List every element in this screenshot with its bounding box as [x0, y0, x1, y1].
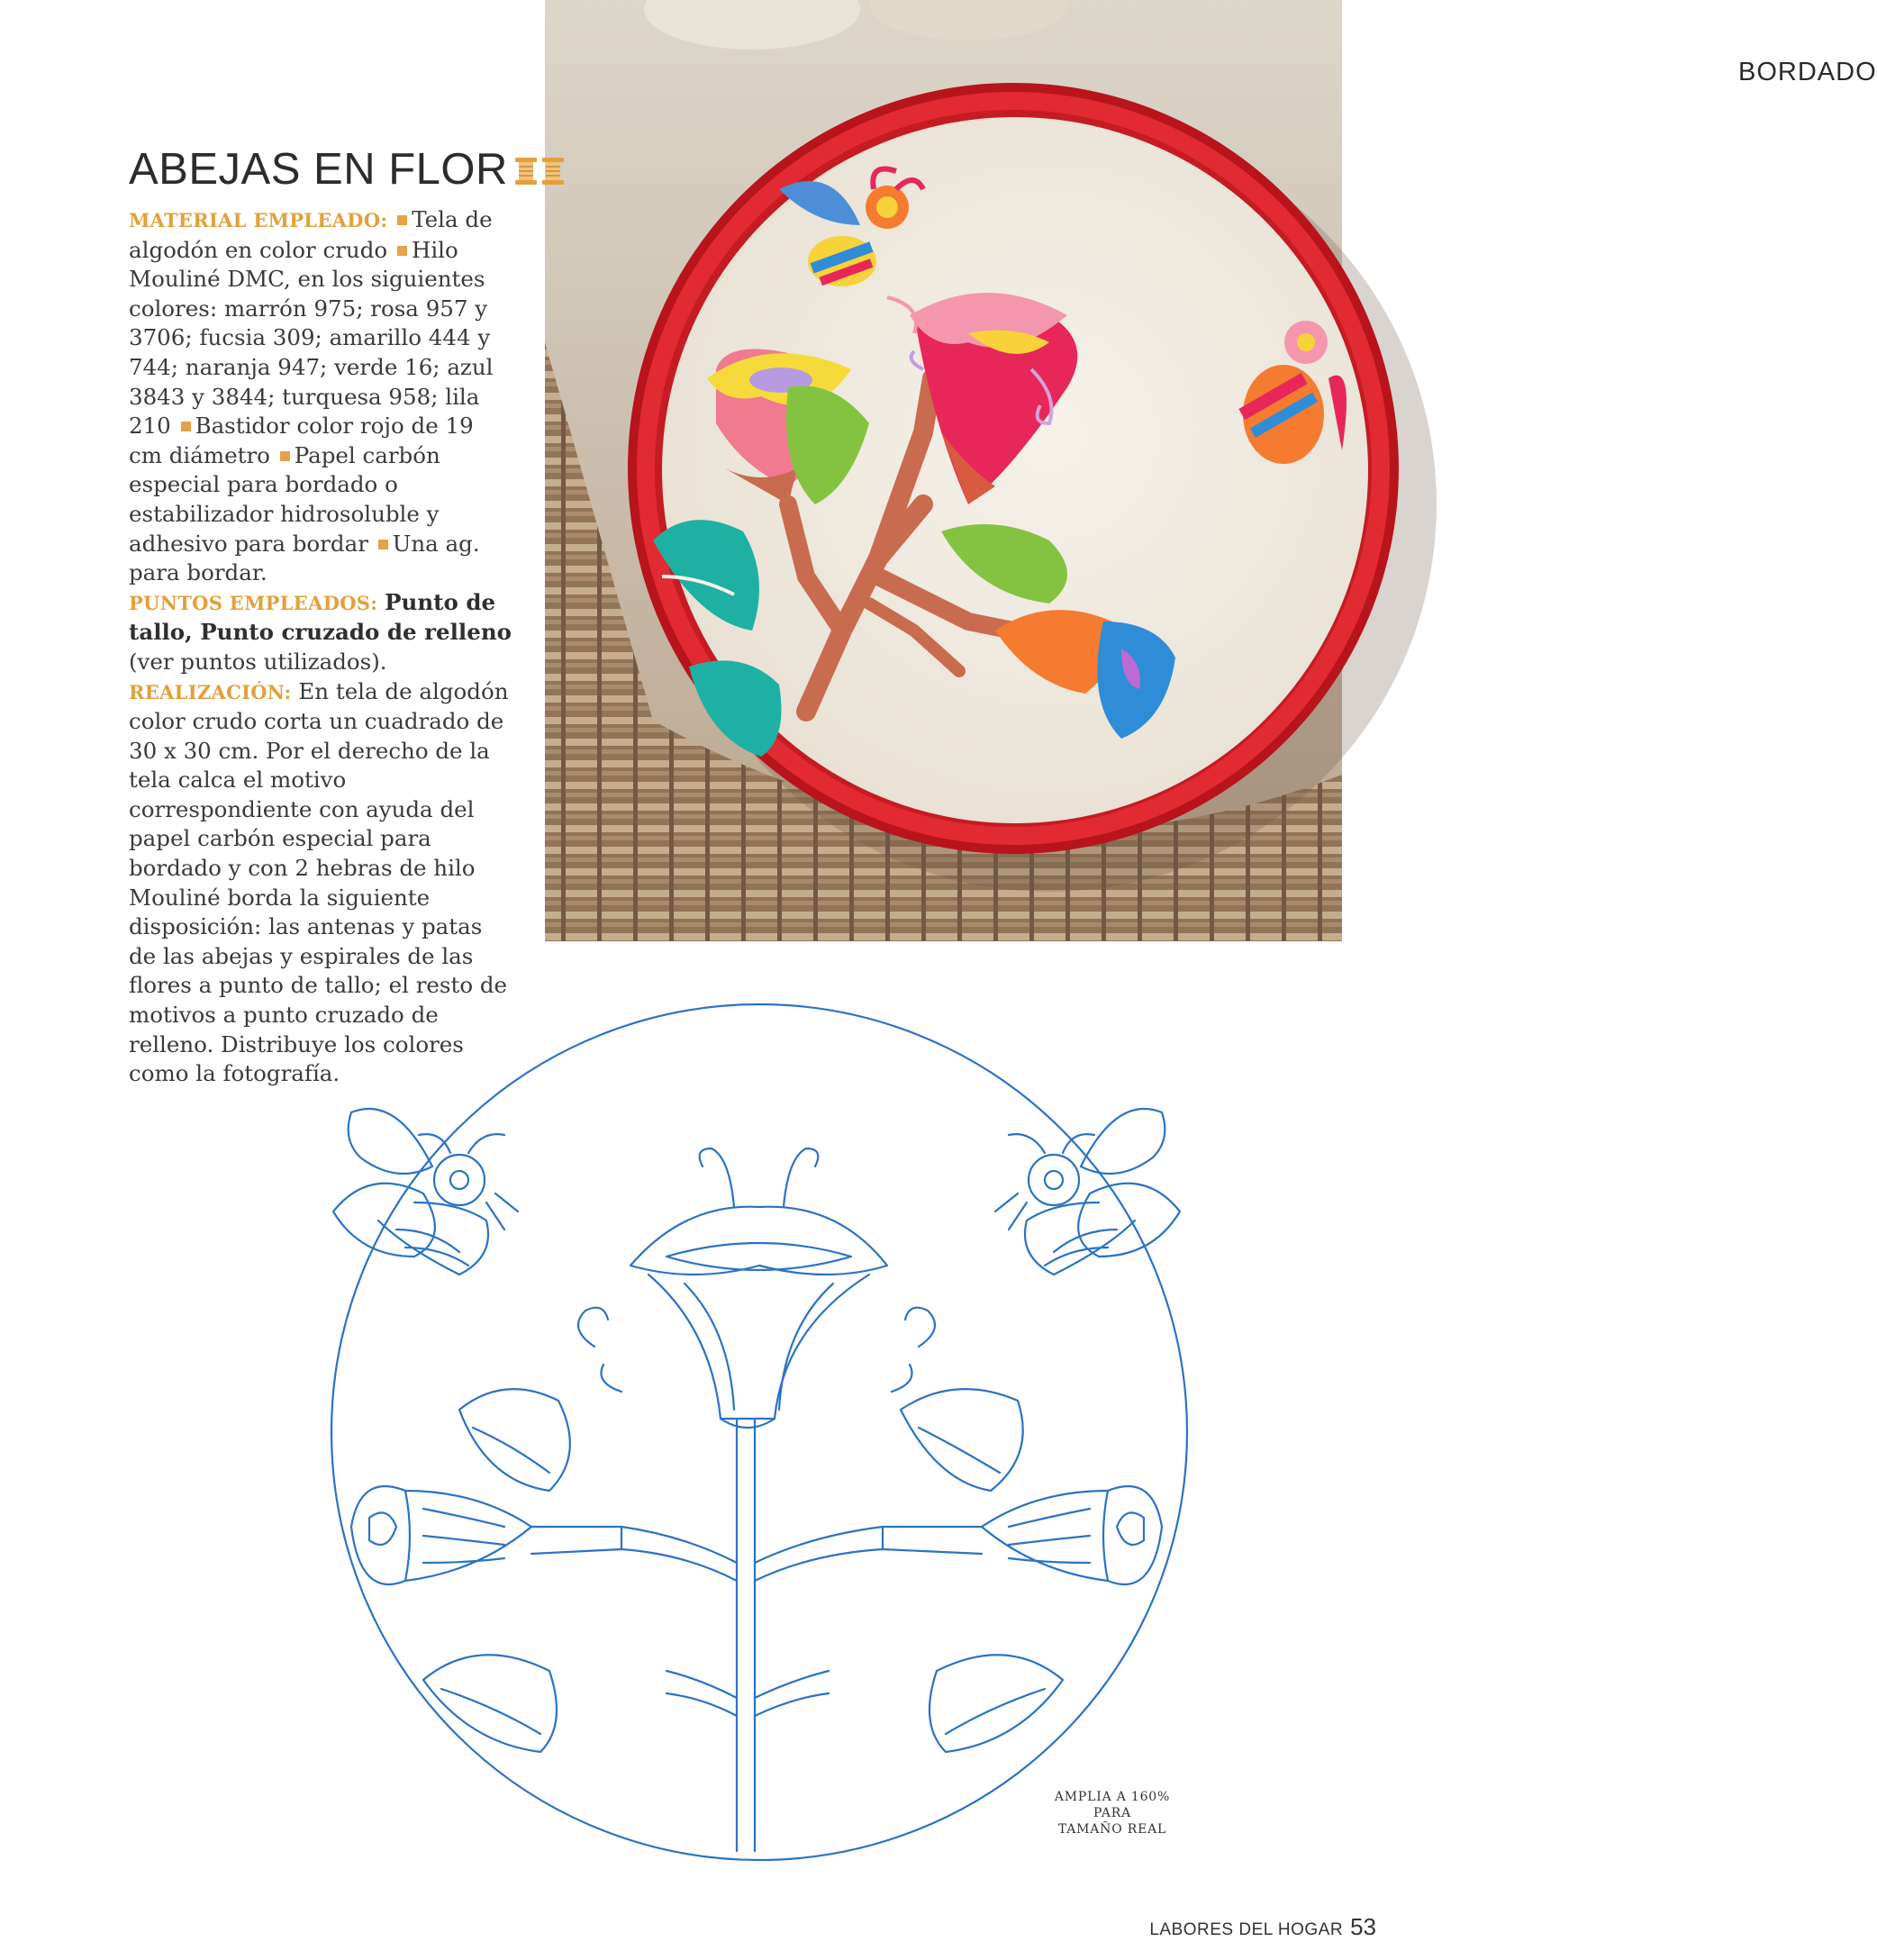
caption-line-2: TAMAÑO REAL — [1057, 1822, 1167, 1837]
stitches-paragraph — [129, 588, 512, 677]
instructions-label: REALIZACIÓN: — [129, 680, 292, 703]
material-item: Papel carbón especial para bordado o estabilizador hidrosoluble y adhesivo para bordar — [129, 441, 440, 557]
section-label: BORDADO — [1738, 58, 1877, 86]
material-item: Bastidor color rojo de 19 cm diámetro — [129, 413, 474, 468]
embroidery-hoop-photo — [545, 0, 1877, 941]
stitches-note: (ver puntos utilizados). — [129, 648, 387, 675]
bullet-square-icon — [181, 422, 191, 431]
stitches-label: PUNTOS EMPLEADOS: — [129, 591, 378, 614]
pattern-outline-circle — [331, 1004, 1187, 1860]
article-body — [129, 205, 512, 1089]
bullet-square-icon — [378, 540, 388, 549]
material-item: Una ag. para bordar. — [129, 530, 480, 586]
thread-spool-icon — [513, 147, 567, 197]
page-number: 53 — [1350, 1913, 1376, 1940]
caption-line-1: AMPLIA A 160% PARA — [1054, 1790, 1171, 1820]
article-title — [129, 144, 567, 197]
embroidery-pattern-diagram — [324, 986, 1189, 1878]
material-item: Hilo Mouliné DMC, en los siguientes colores: marrón 975; rosa 957 y 3706; fucsia 309; amarillo 444 y 744; naranja 947; verde 16; azul 3843 y 3844; turquesa 958; lila 210 — [129, 236, 494, 440]
bullet-square-icon — [397, 215, 407, 225]
material-item: Tela de algodón en color crudo — [129, 206, 493, 263]
bullet-square-icon — [280, 451, 290, 461]
stitches-names: Punto de tallo, Punto cruzado de relleno — [129, 588, 512, 646]
material-label: MATERIAL EMPLEADO: — [129, 209, 388, 231]
bullet-square-icon — [397, 246, 407, 256]
magazine-name: LABORES DEL HOGAR — [1149, 1920, 1344, 1939]
page-footer — [1149, 1913, 1376, 1941]
instructions-text: En tela de algodón color crudo corta un cuadrado de 30 x 30 cm. Por el derecho de la tela calca el motivo correspondiente con ayuda del papel carbón especial para bordado y con 2 hebras de hilo Mouliné borda la siguiente disposición: las antenas y patas de las abejas y espirales de las flores a punto de tallo; el resto de motivos a punto cruzado de relleno. Distribuye los colores como la fotografía. — [129, 677, 509, 1087]
material-paragraph — [129, 205, 512, 588]
article-title-text: ABEJAS EN FLOR — [129, 145, 508, 194]
pattern-caption — [1036, 1789, 1189, 1838]
